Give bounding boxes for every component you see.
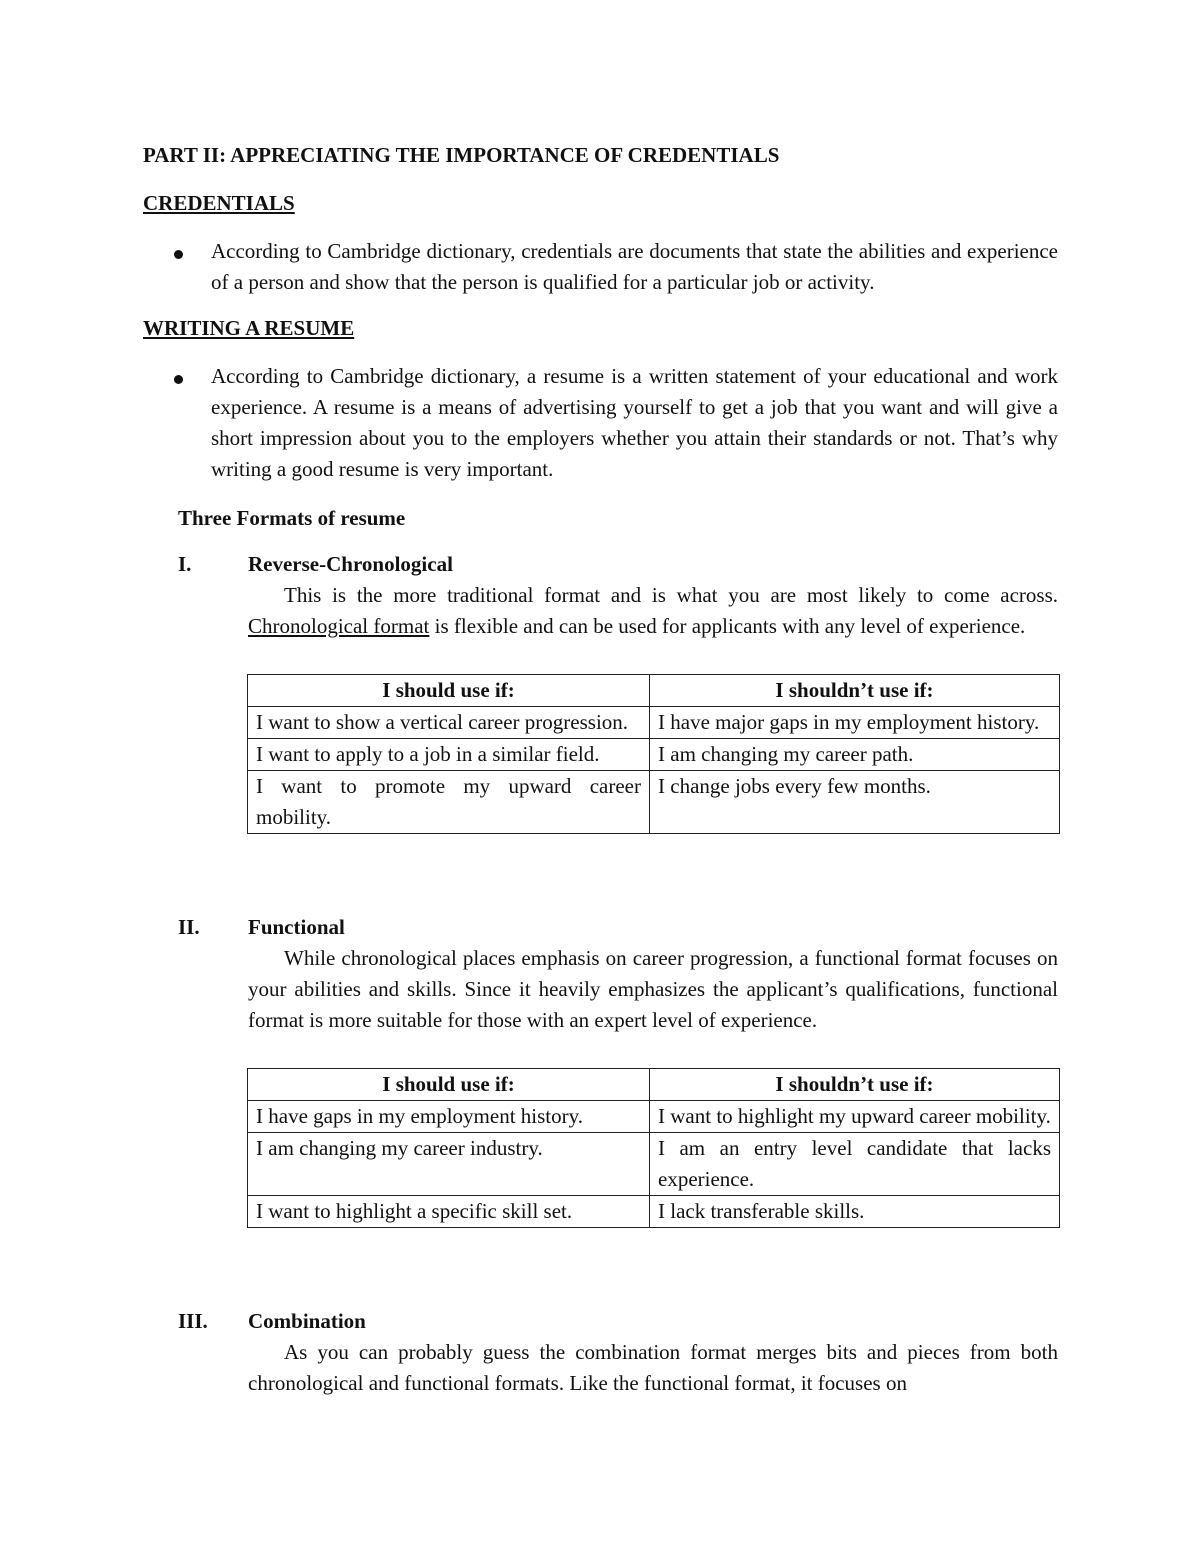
section-title: Combination [248,1309,366,1333]
table-row [248,739,1060,771]
section-title: Functional [248,915,345,939]
functional-table [247,1068,1060,1228]
header-should-use: I should use if: [248,1069,650,1101]
table-header-row [248,675,1060,707]
table-cell: I am changing my career path. [650,739,1060,771]
table-row [248,707,1060,739]
table-cell: I want to show a vertical career progression. [248,707,650,739]
table-cell: I lack transferable skills. [650,1196,1060,1228]
table-cell: I change jobs every few months. [650,771,1060,834]
table-cell: I am an entry level candidate that lacks experience. [650,1133,1060,1196]
table-row [248,1133,1060,1196]
table-cell: I am changing my career industry. [248,1133,650,1196]
table-cell: I have major gaps in my employment history. [650,707,1060,739]
table-cell: I have gaps in my employment history. [248,1101,650,1133]
writing-resume-heading: WRITING A RESUME [143,316,355,340]
header-shouldnt-use: I shouldn’t use if: [650,675,1060,707]
chronological-table [247,674,1060,834]
formats-heading: Three Formats of resume [178,506,406,530]
bullet-icon [174,375,186,387]
section-paragraph: This is the more traditional format and is what you are most likely to come across. Chronological format is flexible and can be used for applicants with any level of experience. [248,583,1058,638]
table-row [248,1101,1060,1133]
header-should-use: I should use if: [248,675,650,707]
section-paragraph: While chronological places emphasis on career progression, a functional format focuses on your abilities and skills. Since it heavily emphasizes the applicant’s qualifications, functional format is more suitable for those with an expert level of experience. [248,946,1058,1032]
section-number: III. [178,1309,208,1333]
credentials-heading: CREDENTIALS [143,191,295,215]
section-number: I. [178,552,192,576]
section-title: Reverse-Chronological [248,552,453,576]
table-cell: I want to apply to a job in a similar field. [248,739,650,771]
table-header-row [248,1069,1060,1101]
table-row [248,1196,1060,1228]
table-cell: I want to highlight a specific skill set. [248,1196,650,1228]
section-number: II. [178,915,200,939]
chronological-format-term: Chronological format [248,614,430,638]
credentials-definition: According to Cambridge dictionary, credentials are documents that state the abilities and experience of a person and show that the person is qualified for a particular job or activity. [211,239,1058,294]
resume-definition: According to Cambridge dictionary, a resume is a written statement of your educational and work experience. A resume is a means of advertising yourself to get a job that you want and will give a short impression about you to the employers whether you attain their standards or not. That’s why writing a good resume is very important. [211,364,1058,481]
table-cell: I want to highlight my upward career mobility. [650,1101,1060,1133]
page-title: PART II: APPRECIATING THE IMPORTANCE OF CREDENTIALS [143,143,780,167]
table-cell: I want to promote my upward career mobility. [248,771,650,834]
bullet-icon [174,250,186,262]
table-row [248,771,1060,834]
section-paragraph: As you can probably guess the combination format merges bits and pieces from both chronological and functional formats. Like the functional format, it focuses on [248,1340,1058,1395]
header-shouldnt-use: I shouldn’t use if: [650,1069,1060,1101]
